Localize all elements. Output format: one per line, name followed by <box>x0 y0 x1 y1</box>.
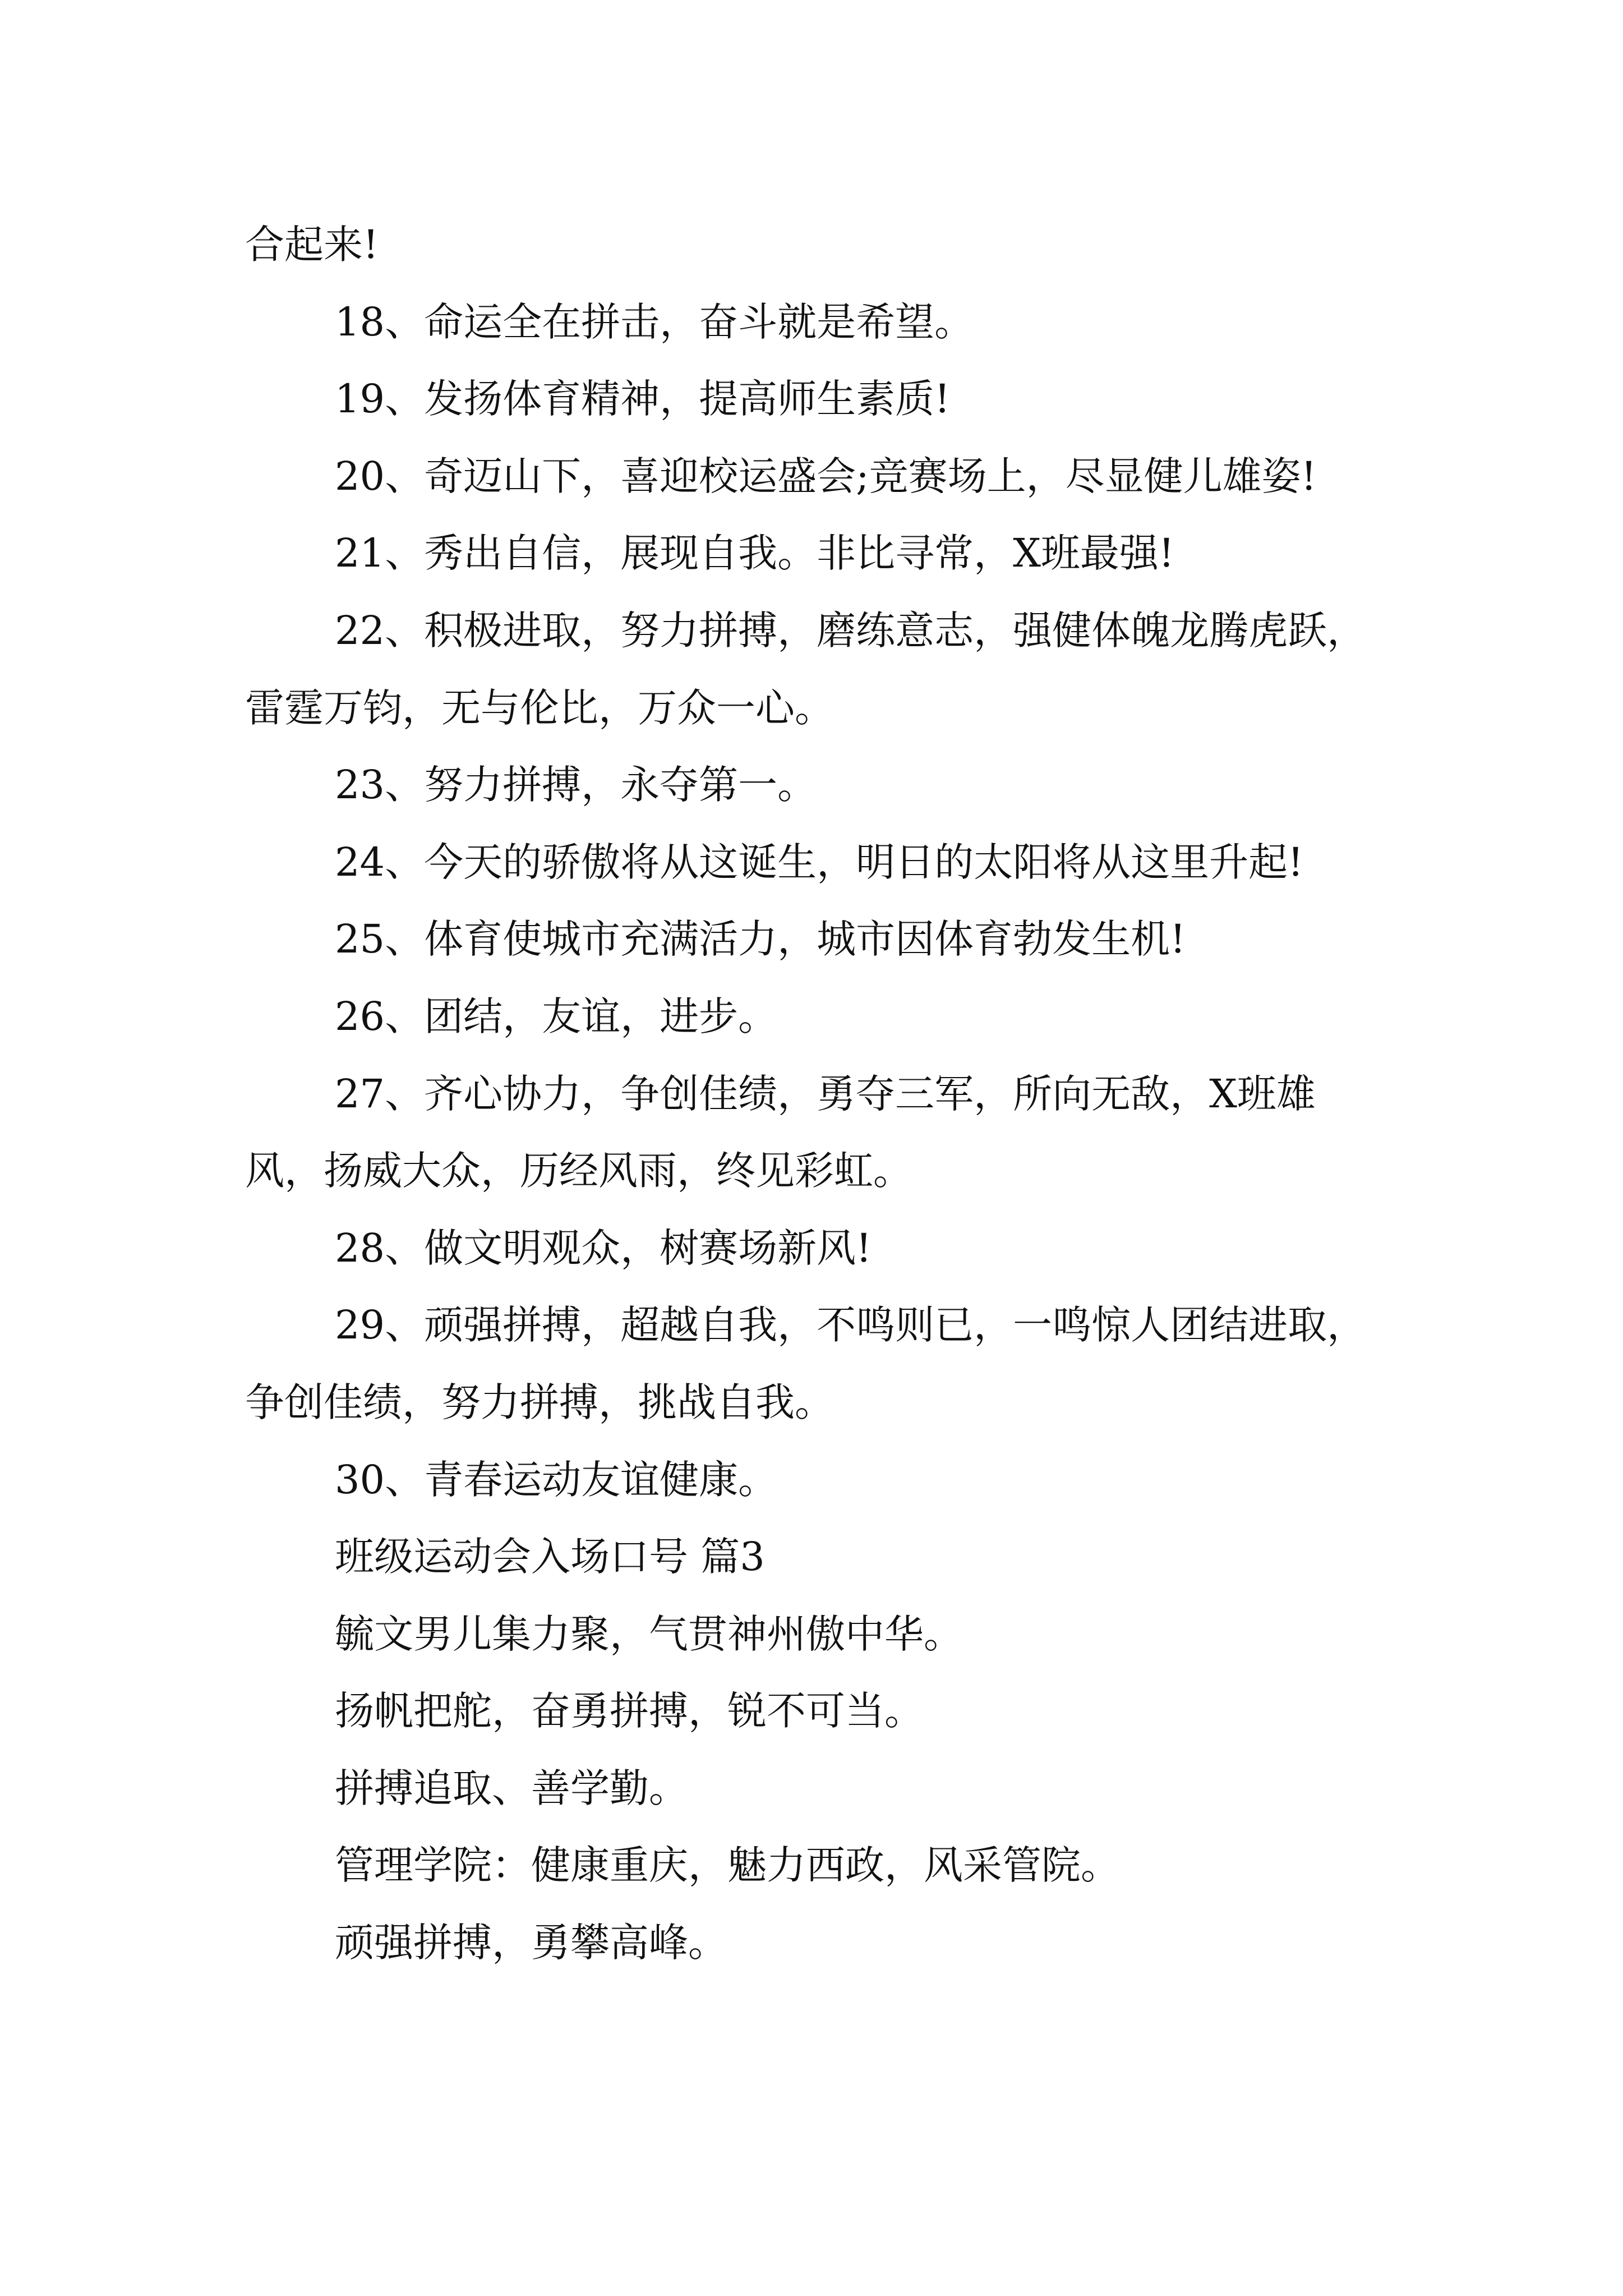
section-heading: 班级运动会入场口号 篇3 <box>335 1534 765 1580</box>
slogan-18: 18、命运全在拼击，奋斗就是希望。 <box>335 298 974 345</box>
slogan-item: 毓文男儿集力聚，气贯神州傲中华。 <box>335 1611 963 1657</box>
slogan-item: 拼搏追取、善学勤。 <box>335 1765 688 1811</box>
slogan-item: 管理学院：健康重庆，魅力西政，风采管院。 <box>335 1842 1120 1889</box>
slogan-23: 23、努力拼搏，永夺第一。 <box>335 762 817 808</box>
slogan-21: 21、秀出自信，展现自我。非比寻常，X班最强! <box>335 530 1175 577</box>
slogan-29: 29、顽强拼搏，超越自我，不鸣则已，一鸣惊人团结进取，争创佳绩，努力拼搏，挑战自我。 <box>245 1302 1367 1425</box>
slogan-25: 25、体育使城市充满活力，城市因体育勃发生机! <box>335 916 1186 963</box>
slogan-24: 24、今天的骄傲将从这诞生，明日的太阳将从这里升起! <box>335 839 1304 885</box>
slogan-22: 22、积极进取，努力拼搏，磨练意志，强健体魄龙腾虎跃，雷霆万钧，无与伦比，万众一心。 <box>245 607 1367 731</box>
slogan-19: 19、发扬体育精神，提高师生素质! <box>335 376 951 422</box>
slogan-item: 顽强拼搏，勇攀高峰。 <box>335 1920 727 1966</box>
slogan-30: 30、青春运动友谊健康。 <box>335 1456 778 1503</box>
slogan-28: 28、做文明观众，树赛场新风! <box>335 1225 872 1271</box>
slogan-26: 26、团结，友谊，进步。 <box>335 993 778 1039</box>
paragraph-continuation: 合起来! <box>245 222 379 268</box>
slogan-20: 20、奇迈山下，喜迎校运盛会;竞赛场上，尽显健儿雄姿! <box>335 453 1317 499</box>
slogan-27: 27、齐心协力，争创佳绩，勇夺三军，所向无敌，X班雄风，扬威大众，历经风雨，终见彩虹。 <box>245 1070 1316 1194</box>
slogan-item: 扬帆把舵，奋勇拼搏，锐不可当。 <box>335 1688 924 1734</box>
document-body <box>245 206 1389 1982</box>
